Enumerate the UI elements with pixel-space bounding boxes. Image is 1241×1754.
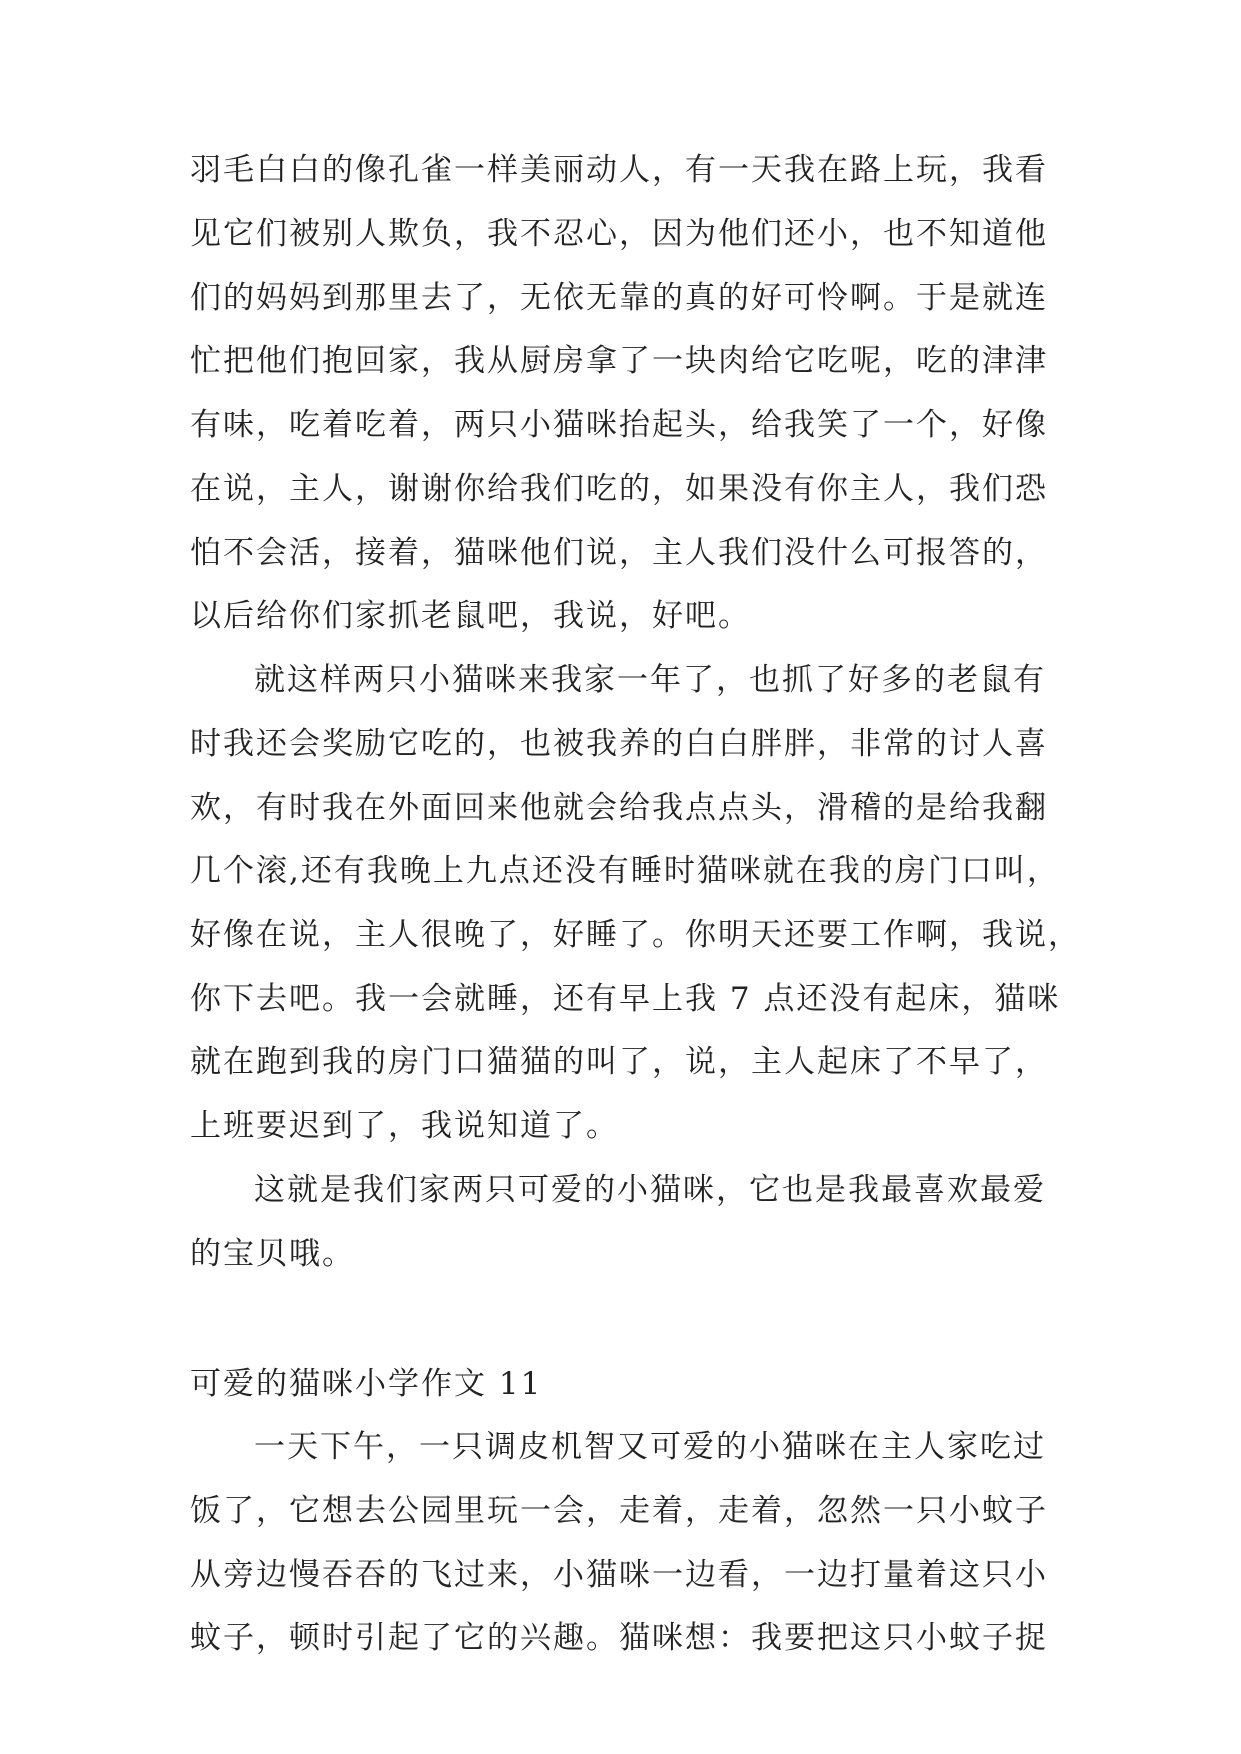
text-line-3: 们的妈妈到那里去了，无依无靠的真的好可怜啊。于是就连 [190, 280, 1048, 316]
text-line-7: 怕不会活，接着，猫咪他们说，主人我们没什么可报答的， [190, 535, 1048, 571]
paragraph-start-line: 一天下午，一只调皮机智又可爱的小猫咪在主人家吃过 [254, 1429, 1046, 1465]
text-line-15: 就在跑到我的房门口猫猫的叫了，说，主人起床了不早了， [190, 1044, 1048, 1080]
text-line-8: 以后给你们家抓老鼠吧，我说，好吧。 [190, 598, 751, 634]
text-line-10: 时我还会奖励它吃的，也被我养的白白胖胖，非常的讨人喜 [190, 726, 1048, 762]
text-line-4: 忙把他们抱回家，我从厨房拿了一块肉给它吃呢，吃的津津 [190, 343, 1048, 379]
section-heading: 可爱的猫咪小学作文 11 [190, 1366, 543, 1402]
text-line-22: 从旁边慢吞吞的飞过来，小猫咪一边看，一边打量着这只小 [190, 1557, 1048, 1593]
text-line-1: 羽毛白白的像孔雀一样美丽动人，有一天我在路上玩，我看 [190, 152, 1048, 188]
text-line-21: 饭了，它想去公园里玩一会，走着，走着，忽然一只小蚊子 [190, 1493, 1048, 1529]
text-line-14: 你下去吧。我一会就睡，还有早上我 7 点还没有起床，猫咪 [190, 981, 1061, 1017]
text-line-23: 蚊子，顿时引起了它的兴趣。猫咪想：我要把这只小蚊子捉 [190, 1620, 1048, 1656]
text-line-18: 的宝贝哦。 [190, 1236, 355, 1272]
text-line-2: 见它们被别人欺负，我不忍心，因为他们还小，也不知道他 [190, 216, 1048, 252]
text-line-6: 在说，主人，谢谢你给我们吃的，如果没有你主人，我们恐 [190, 471, 1048, 507]
text-line-16: 上班要迟到了，我说知道了。 [190, 1108, 619, 1144]
text-line-12: 几个滚,还有我晚上九点还没有睡时猫咪就在我的房门口叫， [190, 853, 1060, 889]
text-line-13: 好像在说，主人很晚了，好睡了。你明天还要工作啊，我说， [190, 917, 1081, 953]
text-line-5: 有味，吃着吃着，两只小猫咪抬起头，给我笑了一个，好像 [190, 407, 1048, 443]
paragraph-start-line: 这就是我们家两只可爱的小猫咪，它也是我最喜欢最爱 [254, 1172, 1046, 1208]
text-line-11: 欢，有时我在外面回来他就会给我点点头，滑稽的是给我翻 [190, 790, 1048, 826]
paragraph-start-line: 就这样两只小猫咪来我家一年了，也抓了好多的老鼠有 [254, 662, 1046, 698]
